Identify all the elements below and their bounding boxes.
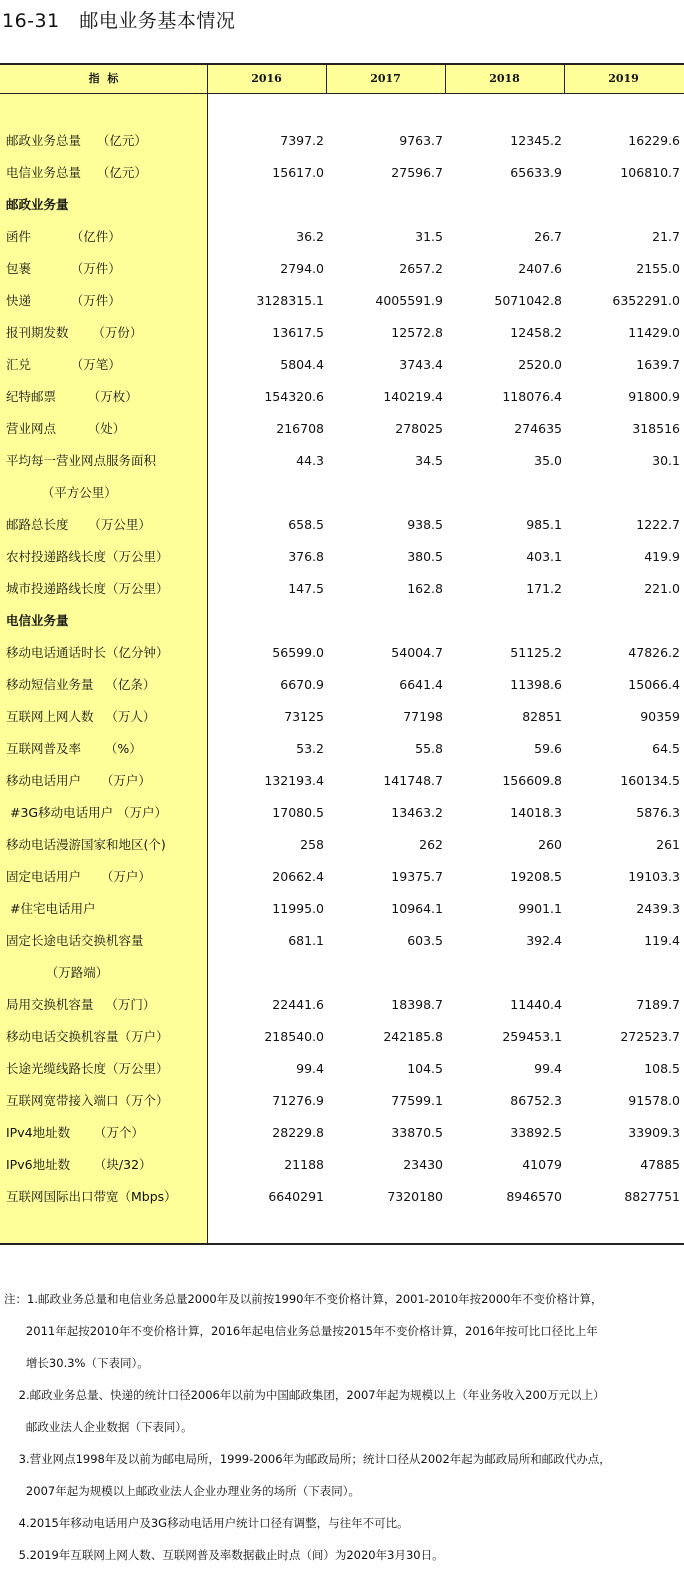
cell-2019: 119.4 — [644, 933, 680, 948]
cell-2018: 2407.6 — [518, 261, 562, 276]
cell-2019: 16229.6 — [628, 133, 680, 148]
row-label: 邮路总长度 （万公里） — [6, 517, 151, 532]
row-label: 纪特邮票 （万枚） — [6, 389, 138, 404]
cell-2016: 3128315.1 — [256, 293, 324, 308]
cell-2016: 376.8 — [288, 549, 324, 564]
cell-2019: 19103.3 — [628, 869, 680, 884]
cell-2016: 20662.4 — [272, 869, 324, 884]
table-row — [0, 1149, 684, 1181]
table-row — [0, 893, 684, 925]
cell-2019: 221.0 — [644, 581, 680, 596]
cell-2016: 36.2 — [296, 229, 324, 244]
cell-2017: 19375.7 — [391, 869, 443, 884]
cell-2017: 6641.4 — [399, 677, 443, 692]
cell-2016: 147.5 — [288, 581, 324, 596]
table-row — [0, 637, 684, 669]
cell-2017: 27596.7 — [391, 165, 443, 180]
table-row — [0, 157, 684, 189]
cell-2019: 8827751 — [624, 1189, 680, 1204]
row-label: 移动电话通话时长（亿分钟） — [6, 645, 169, 660]
table-row — [0, 253, 684, 285]
cell-2019: 106810.7 — [620, 165, 680, 180]
cell-2019: 419.9 — [644, 549, 680, 564]
row-label: 互联网上网人数 （万人） — [6, 709, 156, 724]
table-row — [0, 285, 684, 317]
page-title: 16-31 邮电业务基本情况 — [2, 10, 236, 32]
footnote-line: 4.2015年移动电话用户及3G移动电话用户统计口径有调整，与往年不可比。 — [4, 1516, 409, 1530]
row-label: 电信业务总量 （亿元） — [6, 165, 147, 180]
cell-2017: 7320180 — [387, 1189, 443, 1204]
cell-2018: 392.4 — [526, 933, 562, 948]
cell-2017: 34.5 — [415, 453, 443, 468]
cell-2017: 18398.7 — [391, 997, 443, 1012]
section-heading: 邮政业务量 — [6, 197, 69, 212]
cell-2017: 242185.8 — [383, 1029, 443, 1044]
cell-2017: 603.5 — [407, 933, 443, 948]
cell-2019: 7189.7 — [636, 997, 680, 1012]
cell-2018: 274635 — [514, 421, 562, 436]
table-bottom-border — [0, 1243, 684, 1245]
row-label: 邮政业务总量 （亿元） — [6, 133, 147, 148]
header-bottom-border — [0, 93, 684, 94]
cell-2017: 77599.1 — [391, 1093, 443, 1108]
row-label: 移动短信业务量 （亿条） — [6, 677, 156, 692]
cell-2016: 28229.8 — [272, 1125, 324, 1140]
cell-2017: 12572.8 — [391, 325, 443, 340]
footnote-line: 2007年起为规模以上邮政业法人企业办理业务的场所（下表同）。 — [4, 1484, 360, 1498]
cell-2018: 8946570 — [506, 1189, 562, 1204]
cell-2018: 41079 — [522, 1157, 562, 1172]
cell-2019: 2155.0 — [636, 261, 680, 276]
row-label: 移动电话漫游国家和地区(个) — [6, 837, 166, 852]
cell-2016: 56599.0 — [272, 645, 324, 660]
table-row — [0, 509, 684, 541]
cell-2018: 12458.2 — [510, 325, 562, 340]
row-label: #3G移动电话用户 （万户） — [6, 805, 168, 820]
cell-2019: 33909.3 — [628, 1125, 680, 1140]
row-label: 快递 （万件） — [6, 293, 121, 308]
cell-2016: 99.4 — [296, 1061, 324, 1076]
footnotes — [4, 1283, 680, 1571]
table-row — [0, 989, 684, 1021]
section-heading: 电信业务量 — [6, 613, 69, 628]
cell-2018: 156609.8 — [502, 773, 562, 788]
table-row — [0, 797, 684, 829]
footnote-line: 邮政业法人企业数据（下表同）。 — [4, 1420, 193, 1434]
row-label: IPv6地址数 （块/32） — [6, 1157, 152, 1172]
table-row — [0, 477, 684, 509]
table-row — [0, 445, 684, 477]
table-row — [0, 573, 684, 605]
footnote-line: 注：1.邮政业务总量和电信业务总量2000年及以前按1990年不变价格计算，2001-2010年按2000年不变价格计算， — [4, 1292, 603, 1306]
cell-2018: 403.1 — [526, 549, 562, 564]
row-label: 报刊期发数 （万份） — [6, 325, 143, 340]
table-row — [0, 189, 684, 221]
cell-2017: 33870.5 — [391, 1125, 443, 1140]
cell-2017: 278025 — [395, 421, 443, 436]
footnote-line: 2011年起按2010年不变价格计算，2016年起电信业务总量按2015年不变价格计算，2016年按可比口径比上年 — [4, 1324, 598, 1338]
footnote-line: 2.邮政业务总量、快递的统计口径2006年以前为中国邮政集团，2007年起为规模以上（年业务收入200万元以上） — [4, 1388, 605, 1402]
cell-2018: 9901.1 — [518, 901, 562, 916]
cell-2016: 11995.0 — [272, 901, 324, 916]
cell-2016: 21188 — [284, 1157, 324, 1172]
table-row — [0, 733, 684, 765]
cell-2019: 11429.0 — [628, 325, 680, 340]
cell-2016: 53.2 — [296, 741, 324, 756]
cell-2017: 140219.4 — [383, 389, 443, 404]
footnote-line: 5.2019年互联网上网人数、互联网普及率数据截止时点（间）为2020年3月30日。 — [4, 1548, 444, 1562]
table-row — [0, 381, 684, 413]
cell-2019: 64.5 — [652, 741, 680, 756]
cell-2018: 51125.2 — [510, 645, 562, 660]
cell-2016: 154320.6 — [264, 389, 324, 404]
row-label: 固定电话用户 （万户） — [6, 869, 151, 884]
cell-2018: 12345.2 — [510, 133, 562, 148]
cell-2016: 216708 — [276, 421, 324, 436]
row-label: 互联网国际出口带宽（Mbps） — [6, 1189, 177, 1204]
cell-2019: 47826.2 — [628, 645, 680, 660]
cell-2016: 6640291 — [268, 1189, 324, 1204]
cell-2016: 258 — [300, 837, 324, 852]
cell-2016: 17080.5 — [272, 805, 324, 820]
cell-2017: 9763.7 — [399, 133, 443, 148]
cell-2016: 71276.9 — [272, 1093, 324, 1108]
header-year-2017: 2017 — [370, 72, 401, 85]
table-row — [0, 349, 684, 381]
cell-2019: 261 — [656, 837, 680, 852]
cell-2016: 5804.4 — [280, 357, 324, 372]
row-label: 包裹 （万件） — [6, 261, 121, 276]
cell-2019: 15066.4 — [628, 677, 680, 692]
cell-2016: 6670.9 — [280, 677, 324, 692]
cell-2018: 118076.4 — [502, 389, 562, 404]
cell-2018: 59.6 — [534, 741, 562, 756]
table-row — [0, 701, 684, 733]
row-label: （平方公里） — [6, 485, 117, 500]
row-label: 局用交换机容量 （万门） — [6, 997, 156, 1012]
cell-2017: 31.5 — [415, 229, 443, 244]
row-label: #住宅电话用户 — [6, 901, 96, 916]
table-row — [0, 829, 684, 861]
cell-2016: 15617.0 — [272, 165, 324, 180]
cell-2018: 26.7 — [534, 229, 562, 244]
cell-2018: 260 — [538, 837, 562, 852]
cell-2019: 160134.5 — [620, 773, 680, 788]
row-label: （万路端） — [6, 965, 109, 980]
cell-2018: 65633.9 — [510, 165, 562, 180]
row-label: 农村投递路线长度（万公里） — [6, 549, 169, 564]
header-year-2016: 2016 — [251, 72, 282, 85]
cell-2018: 86752.3 — [510, 1093, 562, 1108]
cell-2016: 132193.4 — [264, 773, 324, 788]
cell-2017: 3743.4 — [399, 357, 443, 372]
footnote-line: 增长30.3%（下表同）。 — [4, 1356, 149, 1370]
cell-2017: 10964.1 — [391, 901, 443, 916]
cell-2017: 55.8 — [415, 741, 443, 756]
cell-2017: 262 — [419, 837, 443, 852]
cell-2018: 259453.1 — [502, 1029, 562, 1044]
table-row — [0, 317, 684, 349]
row-label: 固定长途电话交换机容量 — [6, 933, 144, 948]
cell-2016: 681.1 — [288, 933, 324, 948]
cell-2019: 108.5 — [644, 1061, 680, 1076]
table-row — [0, 925, 684, 957]
table-row — [0, 605, 684, 637]
cell-2019: 90359 — [640, 709, 680, 724]
cell-2016: 22441.6 — [272, 997, 324, 1012]
row-label: 长途光缆线路长度（万公里） — [6, 1061, 169, 1076]
cell-2019: 1639.7 — [636, 357, 680, 372]
cell-2016: 13617.5 — [272, 325, 324, 340]
cell-2018: 11398.6 — [510, 677, 562, 692]
cell-2018: 985.1 — [526, 517, 562, 532]
table-row — [0, 1021, 684, 1053]
row-label: 移动电话交换机容量（万户） — [6, 1029, 169, 1044]
cell-2017: 938.5 — [407, 517, 443, 532]
table-row — [0, 669, 684, 701]
table-row — [0, 765, 684, 797]
header-indicator: 指 标 — [88, 72, 119, 85]
row-label: 互联网普及率 （%） — [6, 741, 142, 756]
cell-2018: 11440.4 — [510, 997, 562, 1012]
row-label: 互联网宽带接入端口（万个） — [6, 1093, 169, 1108]
cell-2019: 5876.3 — [636, 805, 680, 820]
cell-2019: 91800.9 — [628, 389, 680, 404]
cell-2018: 99.4 — [534, 1061, 562, 1076]
footnote-line: 3.营业网点1998年及以前为邮电局所，1999-2006年为邮政局所；统计口径从2002年起为邮政局所和邮政代办点， — [4, 1452, 611, 1466]
cell-2019: 30.1 — [652, 453, 680, 468]
data-table — [0, 63, 684, 1245]
cell-2017: 162.8 — [407, 581, 443, 596]
cell-2016: 658.5 — [288, 517, 324, 532]
cell-2017: 4005591.9 — [375, 293, 443, 308]
cell-2017: 141748.7 — [383, 773, 443, 788]
cell-2017: 2657.2 — [399, 261, 443, 276]
cell-2017: 13463.2 — [391, 805, 443, 820]
table-row — [0, 541, 684, 573]
row-label: 城市投递路线长度（万公里） — [6, 581, 169, 596]
cell-2017: 77198 — [403, 709, 443, 724]
cell-2019: 272523.7 — [620, 1029, 680, 1044]
table-row — [0, 221, 684, 253]
cell-2018: 14018.3 — [510, 805, 562, 820]
table-row — [0, 125, 684, 157]
row-label: 平均每一营业网点服务面积 — [6, 453, 157, 468]
row-label: IPv4地址数 （万个） — [6, 1125, 144, 1140]
table-row — [0, 1053, 684, 1085]
cell-2016: 7397.2 — [280, 133, 324, 148]
cell-2019: 318516 — [632, 421, 680, 436]
cell-2018: 35.0 — [534, 453, 562, 468]
cell-2018: 33892.5 — [510, 1125, 562, 1140]
cell-2019: 6352291.0 — [612, 293, 680, 308]
row-label: 营业网点 （处） — [6, 421, 126, 436]
cell-2017: 380.5 — [407, 549, 443, 564]
table-row — [0, 1085, 684, 1117]
cell-2017: 104.5 — [407, 1061, 443, 1076]
cell-2016: 44.3 — [296, 453, 324, 468]
cell-2016: 218540.0 — [264, 1029, 324, 1044]
cell-2018: 171.2 — [526, 581, 562, 596]
cell-2019: 47885 — [640, 1157, 680, 1172]
cell-2019: 21.7 — [652, 229, 680, 244]
cell-2018: 2520.0 — [518, 357, 562, 372]
cell-2016: 73125 — [284, 709, 324, 724]
cell-2018: 5071042.8 — [494, 293, 562, 308]
header-year-2019: 2019 — [608, 72, 639, 85]
cell-2017: 54004.7 — [391, 645, 443, 660]
cell-2019: 2439.3 — [636, 901, 680, 916]
cell-2019: 91578.0 — [628, 1093, 680, 1108]
table-row — [0, 413, 684, 445]
table-row — [0, 1181, 684, 1213]
table-row — [0, 1117, 684, 1149]
table-row — [0, 861, 684, 893]
row-label: 汇兑 （万笔） — [6, 357, 121, 372]
cell-2019: 1222.7 — [636, 517, 680, 532]
cell-2018: 19208.5 — [510, 869, 562, 884]
header-year-2018: 2018 — [489, 72, 520, 85]
row-label: 函件 （亿件） — [6, 229, 121, 244]
cell-2017: 23430 — [403, 1157, 443, 1172]
table-row — [0, 957, 684, 989]
cell-2018: 82851 — [522, 709, 562, 724]
row-label: 移动电话用户 （万户） — [6, 773, 151, 788]
cell-2016: 2794.0 — [280, 261, 324, 276]
